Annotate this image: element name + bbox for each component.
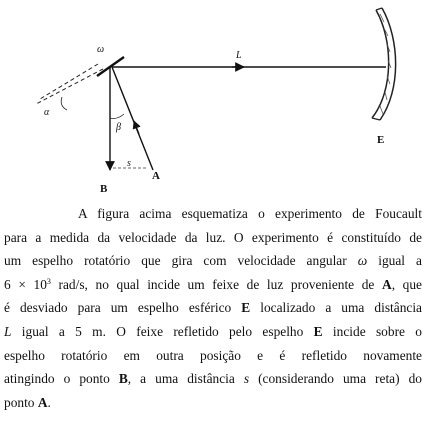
rotating-mirror-dashed: [36, 69, 103, 104]
foucault-experiment-diagram: [0, 0, 425, 200]
paragraph-line: $6 \times 10^3$ rad/s, no qual incide um feixe de luz proveniente de A, que: [4, 276, 422, 292]
paragraph-line: é desviado para um espelho esférico E localizado a uma distância: [4, 300, 422, 316]
spherical-mirror: [372, 8, 396, 120]
point-a-label: A: [152, 170, 160, 182]
paragraph-line: L igual a 5 m. O feixe refletido pelo espelho E incide sobre o: [4, 323, 422, 339]
paragraph-line: A figura acima esquematiza o experimento de Foucault: [78, 206, 422, 221]
mirror-e-label: E: [377, 134, 385, 146]
paragraph-line: espelho rotatório em outra posição e é refletido novamente: [4, 347, 422, 363]
beam-from-a: [112, 67, 153, 170]
paragraph-line: atingindo o ponto B, a uma distância s (considerando uma reta) do: [4, 371, 422, 387]
paragraph-line: ponto A.: [4, 394, 51, 410]
length-label: L: [236, 50, 242, 61]
problem-paragraph: [4, 202, 422, 414]
point-b-label: B: [100, 183, 108, 195]
alpha-label: α: [44, 107, 50, 118]
paragraph-line: para a medida da velocidade da luz. O experimento é constituído de: [4, 229, 422, 245]
beta-label: β: [116, 122, 121, 133]
paragraph-line: um espelho rotatório que gira com velocidade angular ω igual a: [4, 253, 423, 269]
distance-label: s: [127, 158, 131, 169]
exponent: 3: [46, 276, 51, 286]
omega-symbol: ω: [357, 253, 368, 269]
omega-label: ω: [97, 44, 105, 55]
